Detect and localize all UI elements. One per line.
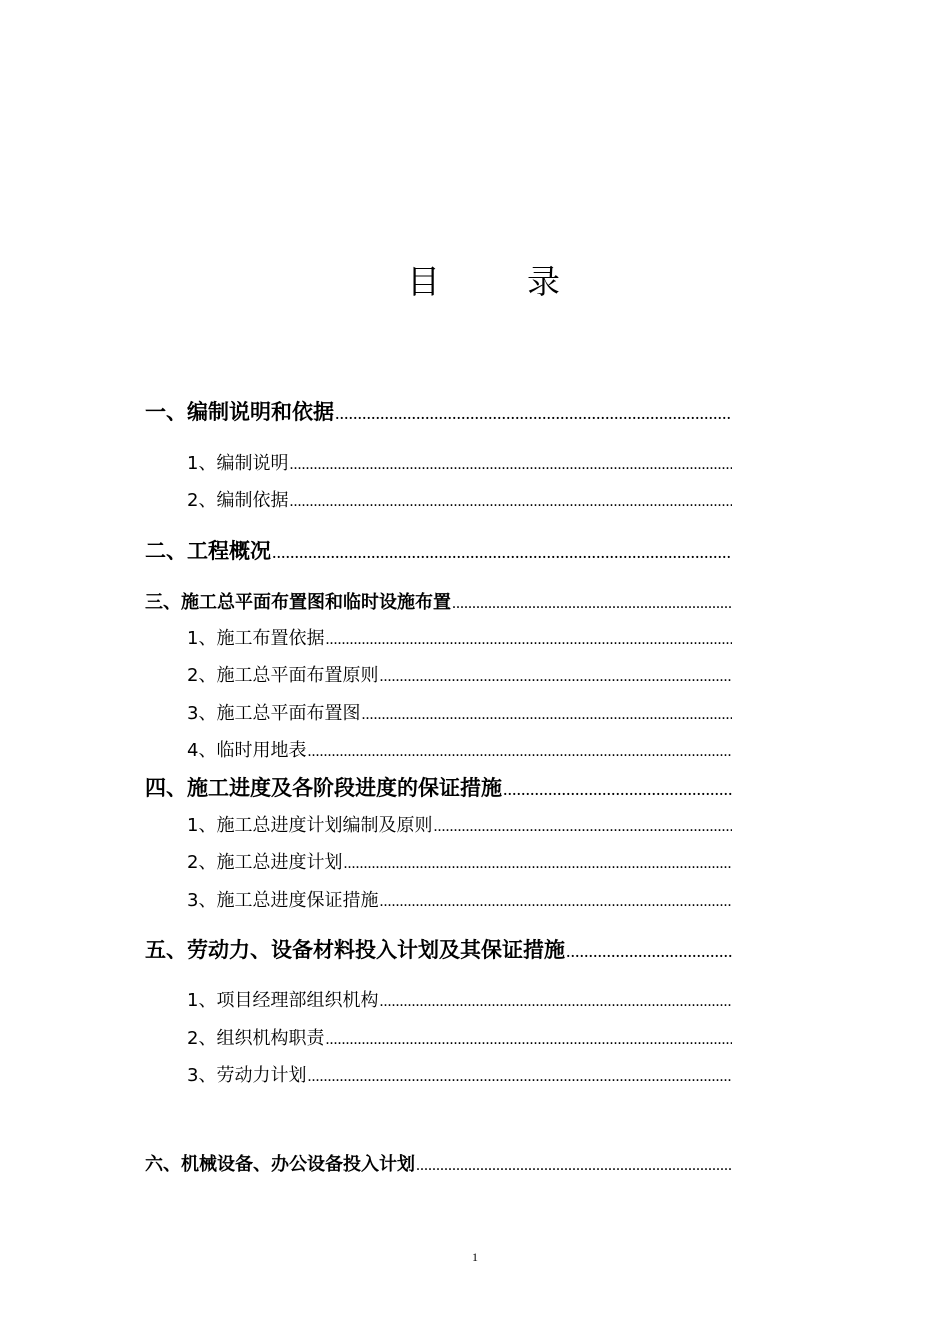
toc-leader — [379, 993, 732, 1011]
toc-label: 1、项目经理部组织机构 — [187, 990, 379, 1011]
toc-label: 三、施工总平面布置图和临时设施布置 — [145, 592, 451, 613]
toc-entry-5-3[interactable] — [187, 1061, 732, 1087]
toc-leader — [452, 595, 732, 613]
toc-label: 1、施工总进度计划编制及原则 — [187, 815, 433, 836]
toc-entry-3-1[interactable] — [187, 624, 732, 650]
toc-leader — [272, 542, 732, 563]
toc-entry-4-2[interactable] — [187, 848, 732, 874]
toc-label: 二、工程概况 — [145, 539, 271, 563]
toc-label: 4、临时用地表 — [187, 740, 307, 761]
toc-label: 1、施工布置依据 — [187, 628, 325, 649]
toc-label: 3、劳动力计划 — [187, 1065, 307, 1086]
toc-label: 3、施工总进度保证措施 — [187, 890, 379, 911]
toc-label: 五、劳动力、设备材料投入计划及其保证措施 — [145, 938, 565, 962]
toc-label: 六、机械设备、办公设备投入计划 — [145, 1154, 415, 1175]
toc-leader — [325, 1031, 732, 1049]
toc-label: 3、施工总平面布置图 — [187, 703, 361, 724]
toc-leader — [325, 631, 732, 649]
title-char-1: 目 — [407, 262, 440, 301]
toc-leader — [335, 403, 732, 424]
toc-entry-4-3[interactable] — [187, 886, 732, 912]
toc-leader — [307, 1068, 732, 1086]
toc-entry-5-2[interactable] — [187, 1024, 732, 1050]
title-char-2: 录 — [527, 262, 560, 301]
toc-label: 2、编制依据 — [187, 490, 289, 511]
toc-label: 一、编制说明和依据 — [145, 400, 334, 424]
toc-leader — [566, 941, 732, 962]
toc-entry-4-1[interactable] — [187, 811, 732, 837]
toc-leader — [289, 493, 732, 511]
toc-leader — [307, 743, 732, 761]
toc-entry-3[interactable] — [145, 588, 732, 614]
toc-entry-6[interactable] — [145, 1150, 732, 1176]
page-number: 1 — [472, 1250, 478, 1264]
toc-entry-3-4[interactable] — [187, 736, 732, 762]
toc-label: 2、组织机构职责 — [187, 1028, 325, 1049]
toc-label: 2、施工总平面布置原则 — [187, 665, 379, 686]
toc-label: 四、施工进度及各阶段进度的保证措施 — [145, 776, 502, 800]
toc-leader — [361, 706, 732, 724]
toc-label: 2、施工总进度计划 — [187, 852, 343, 873]
toc-leader — [379, 893, 732, 911]
toc-leader — [379, 668, 732, 686]
toc-entry-3-2[interactable] — [187, 661, 732, 687]
toc-leader — [503, 779, 732, 800]
toc-entry-3-3[interactable] — [187, 699, 732, 725]
toc-leader — [416, 1157, 732, 1175]
toc-entry-1[interactable] — [145, 396, 732, 426]
toc-entry-5[interactable] — [145, 934, 732, 964]
toc-label: 1、编制说明 — [187, 453, 289, 474]
toc-leader — [289, 456, 732, 474]
toc-entry-4[interactable] — [145, 772, 732, 802]
toc-leader — [433, 818, 732, 836]
toc-entry-1-1[interactable] — [187, 449, 732, 475]
toc-entry-5-1[interactable] — [187, 986, 732, 1012]
toc-entry-1-2[interactable] — [187, 486, 732, 512]
toc-entry-2[interactable] — [145, 535, 732, 565]
toc-leader — [343, 855, 732, 873]
